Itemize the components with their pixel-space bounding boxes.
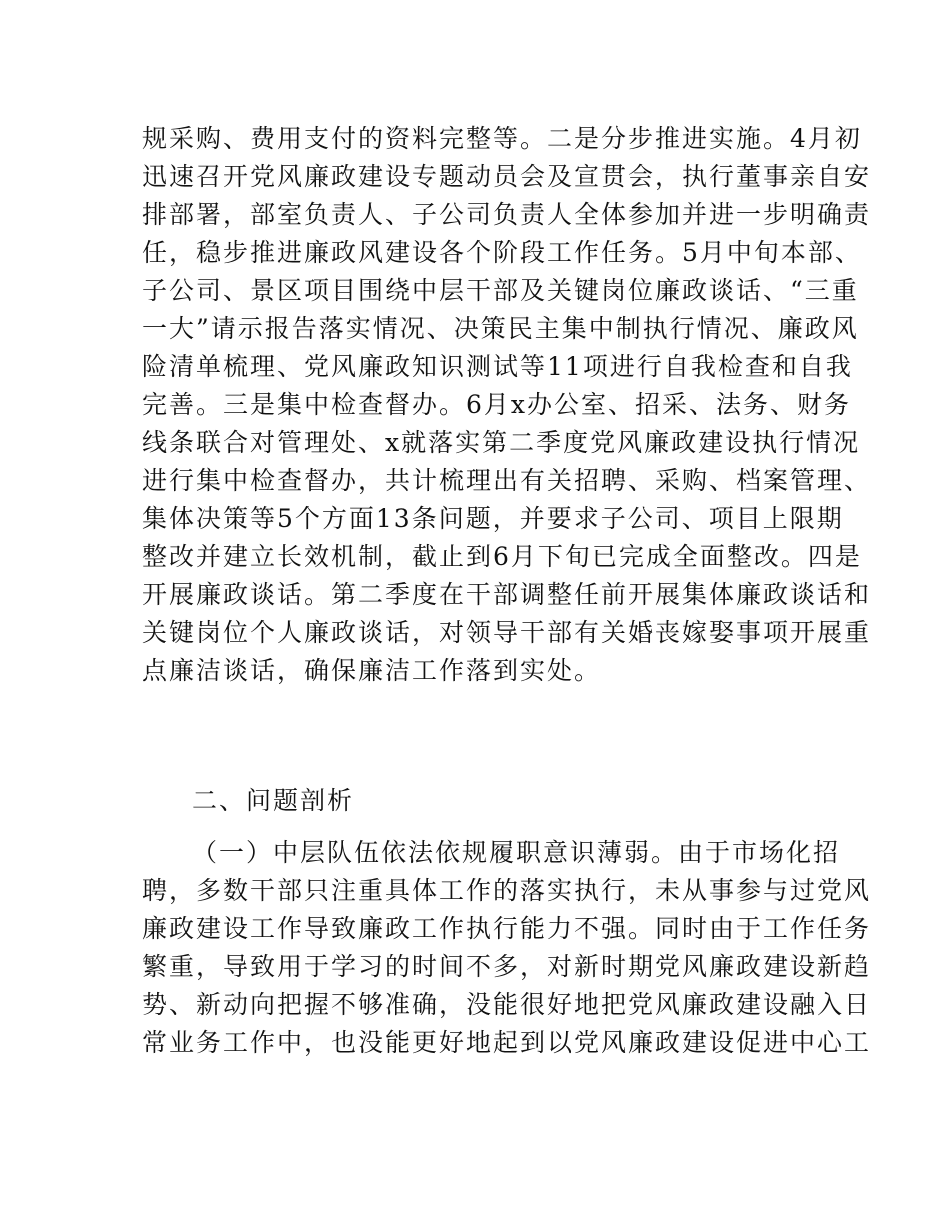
paragraph-problem-analysis bbox=[142, 834, 872, 1062]
paragraph-line: 完善。三是集中检查督办。6月x办公室、招采、法务、财务 bbox=[142, 390, 852, 419]
section-heading-block bbox=[142, 782, 810, 820]
paragraph-line: 任，稳步推进廉政风建设各个阶段工作任务。5月中旬本部、 bbox=[142, 238, 862, 267]
paragraph-line: 集体决策等5个方面13条问题，并要求子公司、项目上限期 bbox=[142, 504, 844, 533]
paragraph-line: 迅速召开党风廉政建设专题动员会及宣贯会，执行董事亲自安 bbox=[142, 162, 872, 191]
paragraph-line: 关键岗位个人廉政谈话，对领导干部有关婚丧嫁娶事项开展重 bbox=[142, 618, 872, 647]
paragraph-line: 一大”请示报告落实情况、决策民主集中制执行情况、廉政风 bbox=[142, 314, 859, 343]
paragraph-line: 常业务工作中，也没能更好地起到以党风廉政建设促进中心工 bbox=[142, 1028, 872, 1057]
paragraph-line: 整改并建立长效机制，截止到6月下旬已完成全面整改。四是 bbox=[142, 542, 862, 571]
paragraph-line: 进行集中检查督办，共计梳理出有关招聘、采购、档案管理、 bbox=[142, 466, 872, 495]
paragraph-line: 排部署，部室负责人、子公司负责人全体参加并进一步明确责 bbox=[142, 200, 872, 229]
section-heading: 二、问题剖析 bbox=[192, 786, 355, 815]
paragraph-line: 点廉洁谈话，确保廉洁工作落到实处。 bbox=[142, 656, 602, 685]
paragraph-line: 规采购、费用支付的资料完整等。二是分步推进实施。4月初 bbox=[142, 124, 862, 153]
paragraph-line: 势、新动向把握不够准确，没能很好地把党风廉政建设融入日 bbox=[142, 990, 872, 1019]
paragraph-line: 繁重，导致用于学习的时间不多，对新时期党风廉政建设新趋 bbox=[142, 952, 872, 981]
paragraph-line: 子公司、景区项目围绕中层干部及关键岗位廉政谈话、“三重 bbox=[142, 276, 859, 305]
paragraph-line: 聘，多数干部只注重具体工作的落实执行，未从事参与过党风 bbox=[142, 876, 872, 905]
paragraph-line: 开展廉政谈话。第二季度在干部调整任前开展集体廉政谈话和 bbox=[142, 580, 872, 609]
paragraph-line: 线条联合对管理处、x就落实第二季度党风廉政建设执行情况 bbox=[142, 428, 861, 457]
paragraph-line: 险清单梳理、党风廉政知识测试等11项进行自我检查和自我 bbox=[142, 352, 853, 381]
paragraph-implementation bbox=[142, 120, 872, 690]
paragraph-line: 廉政建设工作导致廉政工作执行能力不强。同时由于工作任务 bbox=[142, 914, 872, 943]
paragraph-line: （一）中层队伍依法依规履职意识薄弱。由于市场化招 bbox=[192, 838, 841, 867]
